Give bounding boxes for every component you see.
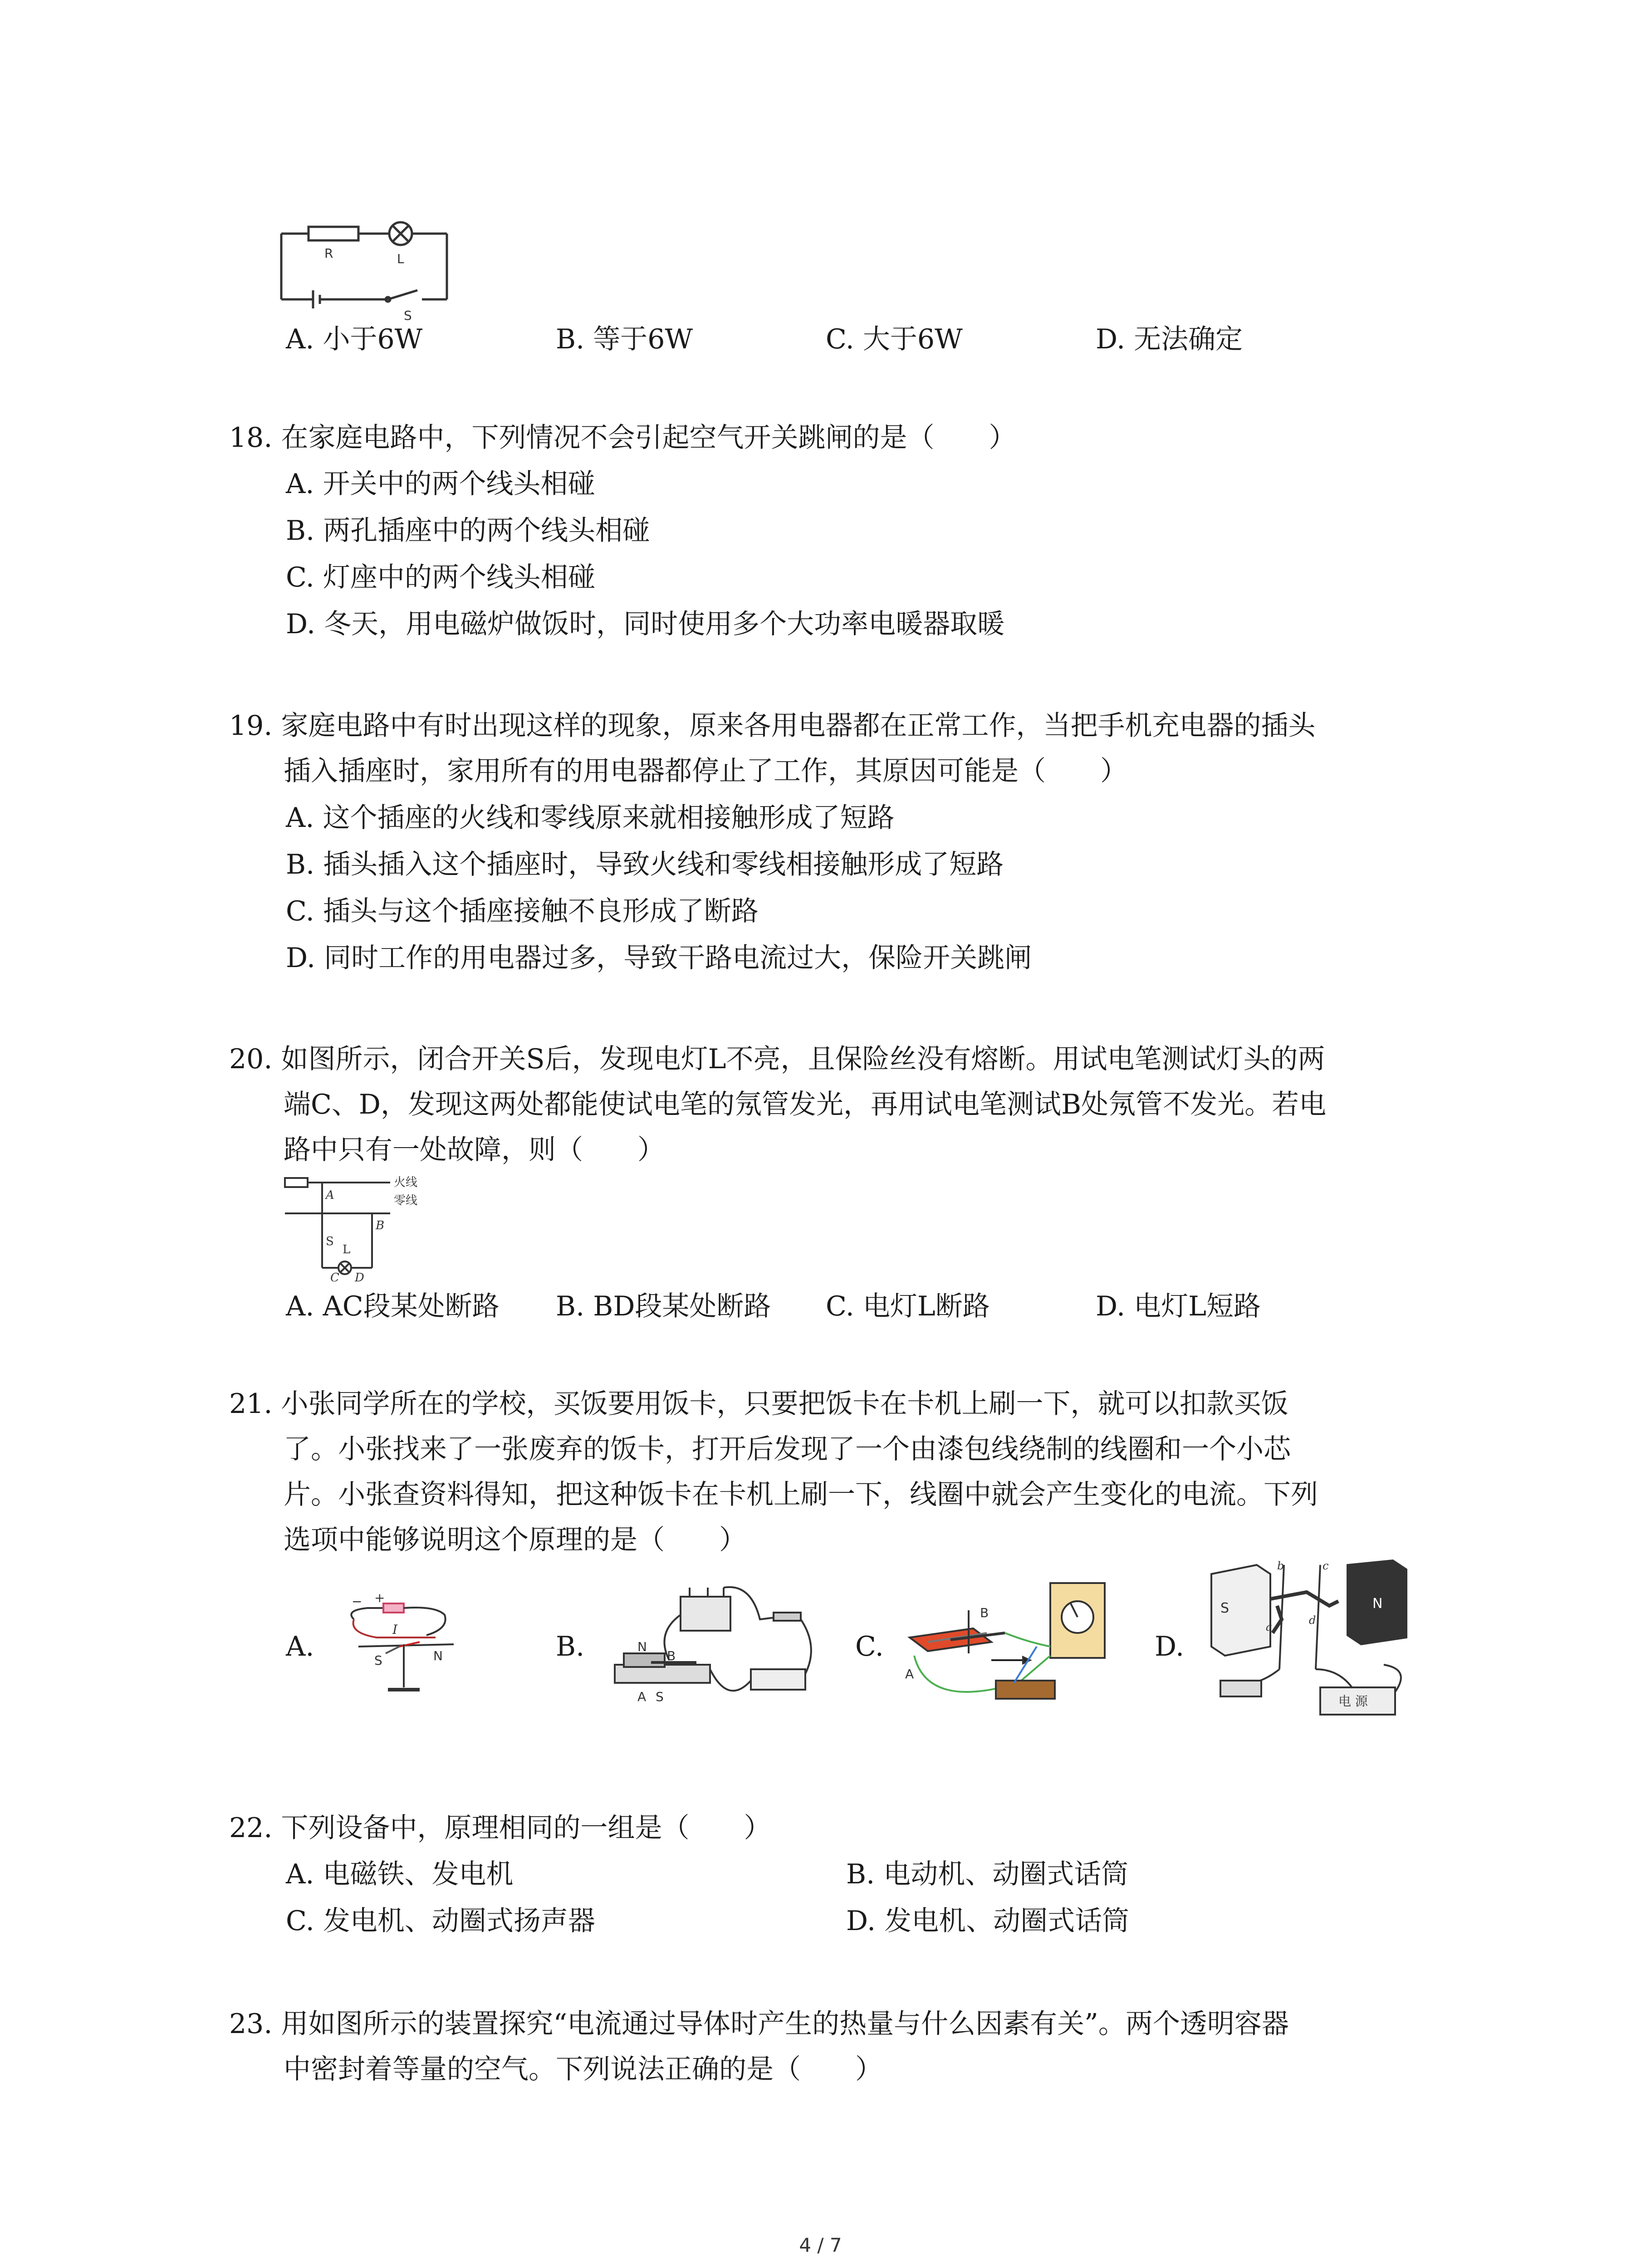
q21-stem-line-4: 选项中能够说明这个原理的是（ ） [284,1524,746,1556]
q20-label-c: C [330,1271,339,1281]
q20-label-neutral: 零线 [394,1194,418,1207]
q17-label-l: L [397,251,404,266]
q17-option-d: D. 无法确定 [1096,323,1243,355]
q20-option-a: A. AC段某处断路 [286,1290,500,1322]
page-number: 4 / 7 [799,2234,842,2256]
q21a-label-s: S [374,1653,382,1668]
q17-label-s: S [404,308,412,322]
q17-option-b: B. 等于6W [556,323,693,355]
q22-option-b: B. 电动机、动圈式话筒 [846,1858,1129,1890]
q21b-label-b: B [667,1648,676,1663]
q22-stem: 22. 下列设备中，原理相同的一组是（ ） [229,1812,771,1844]
q21c-label-b: B [980,1605,989,1620]
q20-option-c: C. 电灯L断路 [826,1290,990,1322]
q21-figure-b [606,1579,823,1715]
q21a-battery [383,1603,404,1613]
q22-option-a: A. 电磁铁、发电机 [286,1858,514,1890]
q18-option-c: C. 灯座中的两个线头相碰 [286,562,595,593]
q21d-label-power: 电 源 [1338,1694,1368,1709]
q20-label-b: B [376,1219,385,1232]
q20-label-l: L [343,1243,351,1256]
q21d-label-n: N [1372,1596,1383,1612]
q18-option-d: D. 冬天，用电磁炉做饭时，同时使用多个大功率电暖器取暖 [286,608,1005,640]
q17-label-r: R [324,246,333,261]
q17-resistor [309,227,358,240]
q17-circuit-figure [272,218,463,322]
q20-stem-line-2: 端C、D，发现这两处都能使试电笔的氖管发光，再用试电笔测试B处氖管不发光。若电 [284,1089,1327,1120]
q20-stem-line-3: 路中只有一处故障，则（ ） [284,1134,665,1166]
q21-stem-line-3: 片。小张查资料得知，把这种饭卡在卡机上刷一下，线圈中就会产生变化的电流。下列 [284,1479,1318,1510]
q22-option-d: D. 发电机、动圈式话筒 [846,1905,1130,1937]
q19-option-b: B. 插头插入这个插座时，导致火线和零线相接触形成了短路 [286,849,1004,880]
q21a-label-n: N [433,1648,443,1663]
q19-option-a: A. 这个插座的火线和零线原来就相接触形成了短路 [286,802,895,834]
q18-option-b: B. 两孔插座中的两个线头相碰 [286,515,650,547]
q19-stem-line-2: 插入插座时，家用所有的用电器都停止了工作，其原因可能是（ ） [284,755,1127,787]
q20-stem-line-1: 20. 如图所示，闭合开关S后，发现电灯L不亮，且保险丝没有熔断。用试电笔测试灯头的两 [229,1043,1325,1075]
q21d-label-c: c [1323,1559,1329,1572]
q21c-switch [996,1681,1055,1699]
q23-stem-line-2: 中密封着等量的空气。下列说法正确的是（ ） [284,2053,882,2085]
q19-option-d: D. 同时工作的用电器过多，导致干路电流过大，保险开关跳闸 [286,942,1032,974]
q21a-label-i: I [392,1622,398,1637]
q21-figure-c [901,1574,1127,1715]
q21d-label-b: b [1277,1559,1284,1572]
q21b-label-s: S [656,1689,664,1704]
q20-label-d: D [355,1271,364,1281]
q22-option-c: C. 发电机、动圈式扬声器 [286,1905,595,1937]
q21b-label-n: N [637,1639,647,1654]
q21a-label-minus: − [352,1594,362,1609]
q21c-label-a: A [905,1667,914,1681]
q21b-meter [751,1669,805,1690]
q20-label-s: S [326,1235,334,1248]
q21-stem-line-2: 了。小张找来了一张废弃的饭卡，打开后发现了一个由漆包线绕制的线圈和一个小芯 [284,1433,1291,1465]
q21a-label-plus: + [374,1592,385,1605]
q21d-switch [1220,1681,1261,1696]
q21-figure-d [1202,1556,1420,1724]
q21-option-b-letter: B. [556,1631,585,1662]
q21b-magnet [624,1653,665,1667]
q21-option-a-letter: A. [286,1631,314,1662]
q19-option-c: C. 插头与这个插座接触不良形成了断路 [286,895,759,927]
q21b-battery [681,1597,730,1631]
q20-fuse [285,1178,308,1187]
q21-option-d-letter: D. [1155,1631,1185,1662]
q21b-switch [774,1613,801,1621]
q21d-label-s: S [1220,1600,1230,1616]
q21-stem-line-1: 21. 小张同学所在的学校，买饭要用饭卡，只要把饭卡在卡机上刷一下，就可以扣款买饭 [229,1388,1288,1420]
q17-option-a: A. 小于6W [286,323,423,355]
q20-option-d: D. 电灯L短路 [1096,1290,1261,1322]
q21-figure-a [336,1592,472,1706]
q18-stem: 18. 在家庭电路中，下列情况不会引起空气开关跳闸的是（ ） [229,422,1016,454]
q21-option-c-letter: C. [855,1631,884,1662]
q19-stem-line-1: 19. 家庭电路中有时出现这样的现象，原来各用电器都在正常工作，当把手机充电器的插头 [229,710,1316,742]
q21d-label-d: d [1309,1614,1316,1627]
q21d-label-a: a [1266,1621,1273,1633]
q20-circuit-figure [281,1173,445,1281]
q18-option-a: A. 开关中的两个线头相碰 [286,468,595,500]
q20-option-b: B. BD段某处断路 [556,1290,771,1322]
q17-option-c: C. 大于6W [826,323,963,355]
q20-label-live: 火线 [394,1176,418,1189]
q20-label-a: A [326,1188,334,1202]
q21b-label-a: A [637,1689,647,1704]
q23-stem-line-1: 23. 用如图所示的装置探究“电流通过导体时产生的热量与什么因素有关”。两个透明容器 [229,2008,1289,2040]
